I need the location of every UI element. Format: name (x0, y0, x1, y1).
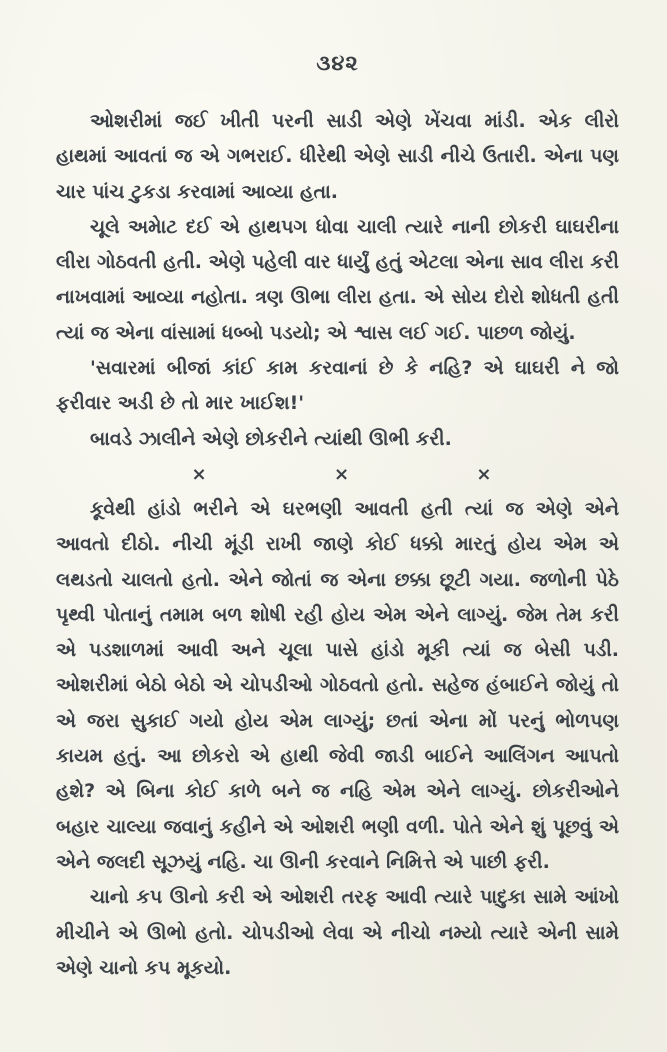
paragraph-1: ઓશરીમાં જઈ ખીતી પરની સાડી એણે ખેંચવા માંડી. એક લીરો હાથમાં આવતાં જ એ ગભરાઈ. ધીરેથી એણે સાડી નીચે ઉતારી. એના પણ ચાર પાંચ ટુકડા કરવામાં આવ્યા હતા. (56, 110, 619, 203)
separator-mark: × (191, 463, 207, 485)
paragraph-2: ચૂલે અમેાટ દઈ એ હાથપગ ધોવા ચાલી ત્યારે નાની છોકરી ઘાઘરીના લીરા ગોઠવતી હતી. એણે પહેલી વાર ધાર્યું હતું એટલા એના સાવ લીરા કરી નાખવામાં આવ્યા નહોતા. ત્રણ ઊભા લીરા હતા. એ સોય દોરો શોધતી હતી ત્યાં જ એના વાંસામાં ધબ્બો પડયો; એ શ્વાસ લઈ ગઈ. પાછળ જોયું. (56, 215, 619, 344)
paragraph-5: કૂવેથી હાંડો ભરીને એ ઘરભણી આવતી હતી ત્યાં જ એણે એને આવતો દીઠો. નીચી મૂંડી રાખી જાણે કોઈ ધક્કો મારતું હોય એમ એ લથડતો ચાલતો હતો. એને જોતાં જ એના છક્કા છૂટી ગયા. જળોની પેઠે પૃથ્વી પોતાનું તમામ બળ શોષી રહી હોય એમ એને લાગ્યું. જેમ તેમ કરી એ પડશાળમાં આવી અને ચૂલા પાસે હાંડો મૂકી ત્યાં જ બેસી પડી. ઓશરીમાં બેઠો બેઠો એ ચોપડીઓ ગોઠવતો હતો. સહેજ હંબાઈને જોયું તો એ જરા સુકાઈ ગયો હોય એમ લાગ્યું; છતાં એના મોં પરનું ભોળપણ કાયમ હતું. આ છોકરો એ હાથી જેવી જાડી બાઈને આલિંગન આપતો હશે? એ બિના કોઈ કાળે બને જ નહિ એમ એને લાગ્યું. છોકરીઓને બહાર ચાલ્યા જવાનું કહીને એ ઓશરી ભણી વળી. પોતે એને શું પૂછવું એ એને જલદી સૂઝયું નહિ. ચા ઊની કરવાને નિમિત્તે એ પાછી ફરી. (56, 497, 619, 873)
paragraph-3: 'સવારમાં બીજાં કાંઈ કામ કરવાનાં છે કે નહિ? એ ઘાઘરી ને જો ફરીવાર અડી છે તો માર ખાઈશ!' (56, 357, 619, 415)
section-separator (184, 457, 492, 492)
paragraph-4: બાવડે ઝાલીને એણે છોકરીને ત્યાંથી ઊભી કરી. (90, 427, 452, 450)
separator-mark: × (333, 463, 350, 485)
separator-mark: × (476, 463, 492, 485)
paragraph-6: ચાનો કપ ઊનો કરી એ ઓશરી તરફ આવી ત્યારે પાદુકા સામે આંખો મીચીને એ ઊભો હતો. ચોપડીઓ લેવા એ નીચો નમ્યો ત્યારે એની સામે એણે ચાનો કપ મૂકયો. (56, 886, 619, 979)
page-number: ૩૪૨ (316, 51, 359, 75)
body-text (56, 104, 619, 986)
